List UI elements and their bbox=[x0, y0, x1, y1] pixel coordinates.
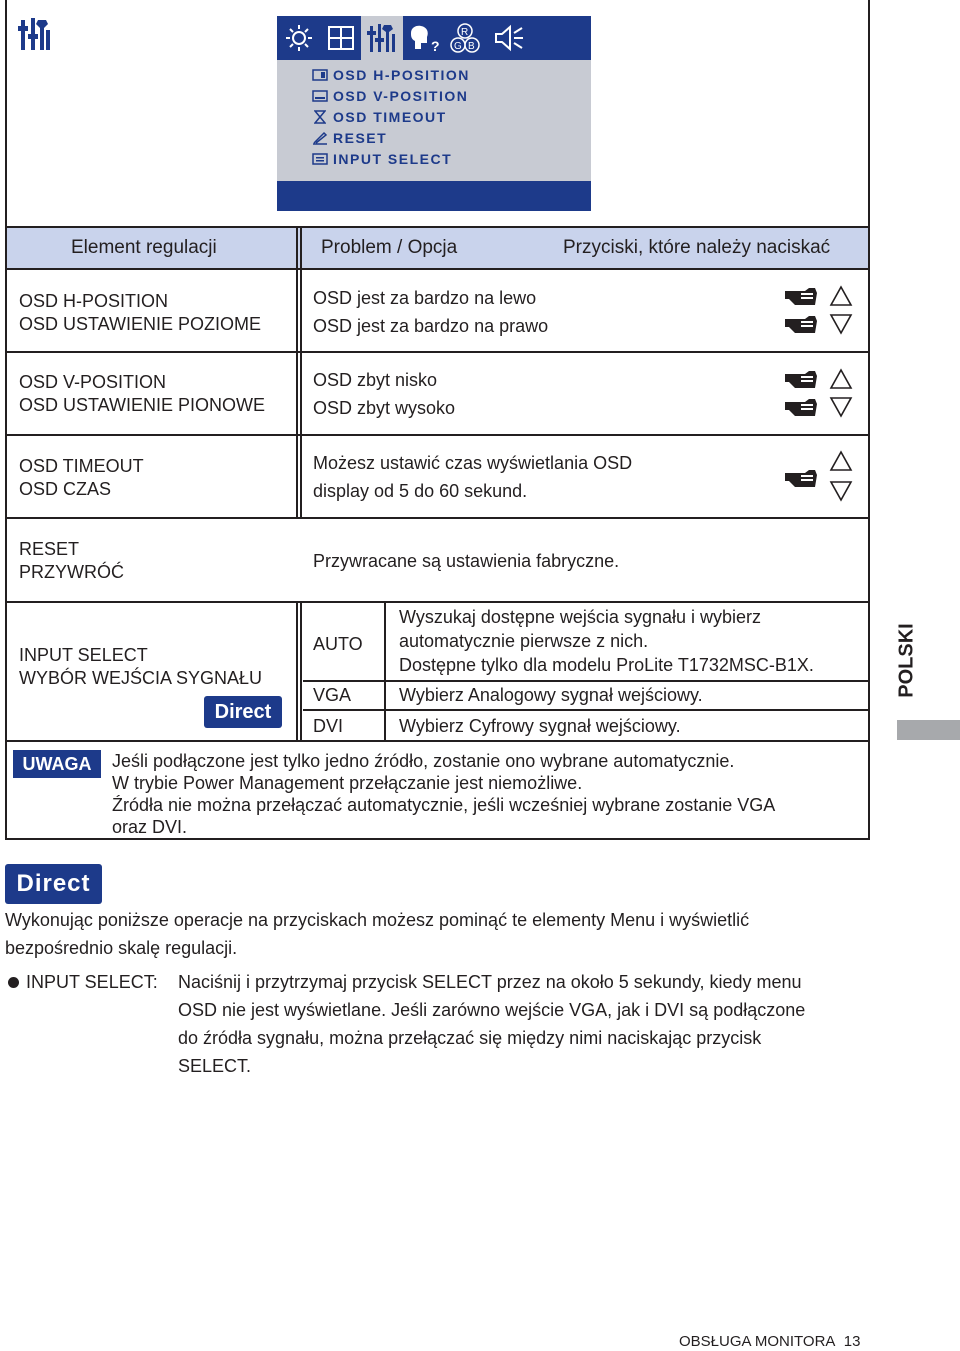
osd-item-timeout[interactable]: OSD TIMEOUT bbox=[311, 106, 470, 127]
triangle-down-icon bbox=[829, 480, 853, 507]
row-element: OSD V-POSITION OSD USTAWIENIE PIONOWE bbox=[19, 372, 266, 415]
svg-text:B: B bbox=[468, 41, 475, 52]
table-header bbox=[7, 226, 868, 270]
osd-item-list bbox=[311, 64, 470, 169]
hand-pointer-icon bbox=[783, 368, 819, 395]
bullet-text: Naciśnij i przytrzymaj przycisk SELECT przez na około 5 sekundy, kiedy menu OSD nie jest wyświetlane. Jeśli zarówno wejście VGA, jak i DVI są podłączone do źródła sygnału, można przełączać się między nimi naciskając przycisk SELECT. bbox=[178, 972, 806, 1076]
language-tab: POLSKI bbox=[895, 622, 918, 698]
picture-icon[interactable] bbox=[320, 16, 362, 60]
table-row bbox=[7, 353, 868, 436]
table-row bbox=[7, 436, 868, 519]
sound-icon[interactable] bbox=[487, 16, 531, 60]
option-name: VGA bbox=[313, 685, 352, 705]
option-desc: Wyszukaj dostępne wejścia sygnału i wybierz automatycznie pierwsze z nich. Dostępne tylko dla modelu ProLite T1732MSC-B1X. bbox=[399, 607, 814, 675]
row-element: OSD TIMEOUT OSD CZAS bbox=[19, 456, 144, 499]
osd-item-v-position[interactable]: OSD V-POSITION bbox=[311, 85, 470, 106]
triangle-down-icon bbox=[829, 396, 853, 423]
triangle-down-icon bbox=[829, 313, 853, 340]
bullet-icon bbox=[8, 977, 19, 988]
osd-item-h-position[interactable]: OSD H-POSITION bbox=[311, 64, 470, 85]
svg-text:R: R bbox=[461, 27, 469, 38]
region-icon[interactable] bbox=[446, 16, 484, 60]
triangle-up-icon bbox=[829, 368, 853, 395]
table-row bbox=[7, 270, 868, 353]
note-text: Jeśli podłączone jest tylko jedno źródło, zostanie ono wybrane automatycznie. W trybie Power Management przełączanie jest niemożliwe. Źródła nie można przełączać automatycznie, jeśli wcześniej wybrane zostanie VGA oraz DVI. bbox=[112, 751, 776, 837]
row-element: OSD H-POSITION OSD USTAWIENIE POZIOME bbox=[19, 291, 262, 334]
osd-footer-bar bbox=[277, 181, 591, 211]
table-row bbox=[7, 603, 868, 742]
setup-icon bbox=[18, 16, 52, 52]
v-position-icon bbox=[311, 89, 329, 103]
row-buttons bbox=[783, 450, 853, 506]
h-position-icon bbox=[311, 68, 329, 82]
svg-text:?: ? bbox=[431, 38, 440, 53]
osd-item-input-select[interactable]: INPUT SELECT bbox=[311, 148, 470, 169]
reset-icon bbox=[311, 131, 329, 145]
header-problem: Problem / Opcja bbox=[321, 237, 458, 258]
input-icon bbox=[311, 152, 329, 166]
setup-tab-icon[interactable] bbox=[361, 16, 403, 60]
row-buttons bbox=[783, 284, 853, 340]
row-problem: OSD jest za bardzo na lewo OSD jest za bardzo na prawo bbox=[313, 288, 549, 336]
direct-section-title: Direct bbox=[5, 864, 102, 904]
hourglass-icon bbox=[311, 110, 329, 124]
row-problem: OSD zbyt nisko OSD zbyt wysoko bbox=[313, 370, 456, 418]
hand-pointer-icon bbox=[783, 396, 819, 423]
direct-intro: Wykonując poniższe operacje na przyciskach możesz pominąć te elementy Menu i wyświetlić bezpośrednio skalę regulacji. bbox=[5, 910, 750, 958]
option-name: AUTO bbox=[313, 634, 363, 654]
option-desc: Wybierz Analogowy sygnał wejściowy. bbox=[399, 685, 703, 705]
option-name: DVI bbox=[313, 716, 344, 736]
row-buttons bbox=[783, 367, 853, 423]
osd-item-reset[interactable]: RESET bbox=[311, 127, 470, 148]
direct-badge: Direct bbox=[204, 696, 282, 728]
page-number: 13 bbox=[843, 1333, 861, 1350]
page-footer: OBSŁUGA MONITORA 13 bbox=[679, 1333, 861, 1350]
osd-tab-bar bbox=[277, 16, 591, 60]
hand-pointer-icon bbox=[783, 285, 819, 312]
row-element: INPUT SELECT WYBÓR WEJŚCIA SYGNAŁU bbox=[19, 645, 263, 688]
hand-pointer-icon bbox=[783, 313, 819, 340]
row-element: RESET PRZYWRÓĆ bbox=[19, 539, 124, 582]
language-tab-bar bbox=[897, 720, 960, 740]
note-badge: UWAGA bbox=[13, 750, 101, 778]
language-icon[interactable] bbox=[404, 16, 444, 60]
header-element: Element regulacji bbox=[71, 237, 217, 258]
header-buttons: Przyciski, które należy naciskać bbox=[563, 237, 831, 258]
svg-text:G: G bbox=[454, 41, 462, 52]
option-divider bbox=[384, 603, 386, 740]
option-separator bbox=[303, 709, 868, 711]
triangle-up-icon bbox=[829, 285, 853, 312]
option-desc: Wybierz Cyfrowy sygnał wejściowy. bbox=[399, 716, 681, 736]
osd-menu-preview bbox=[277, 16, 591, 211]
option-separator bbox=[303, 680, 868, 682]
hand-pointer-icon bbox=[783, 467, 819, 494]
triangle-up-icon bbox=[829, 450, 853, 477]
table-row bbox=[7, 519, 868, 603]
row-problem: Przywracane są ustawienia fabryczne. bbox=[313, 551, 620, 571]
brightness-icon[interactable] bbox=[278, 16, 320, 60]
bullet-label: INPUT SELECT: bbox=[26, 972, 158, 992]
row-problem: Możesz ustawić czas wyświetlania OSD display od 5 do 60 sekund. bbox=[313, 453, 633, 501]
